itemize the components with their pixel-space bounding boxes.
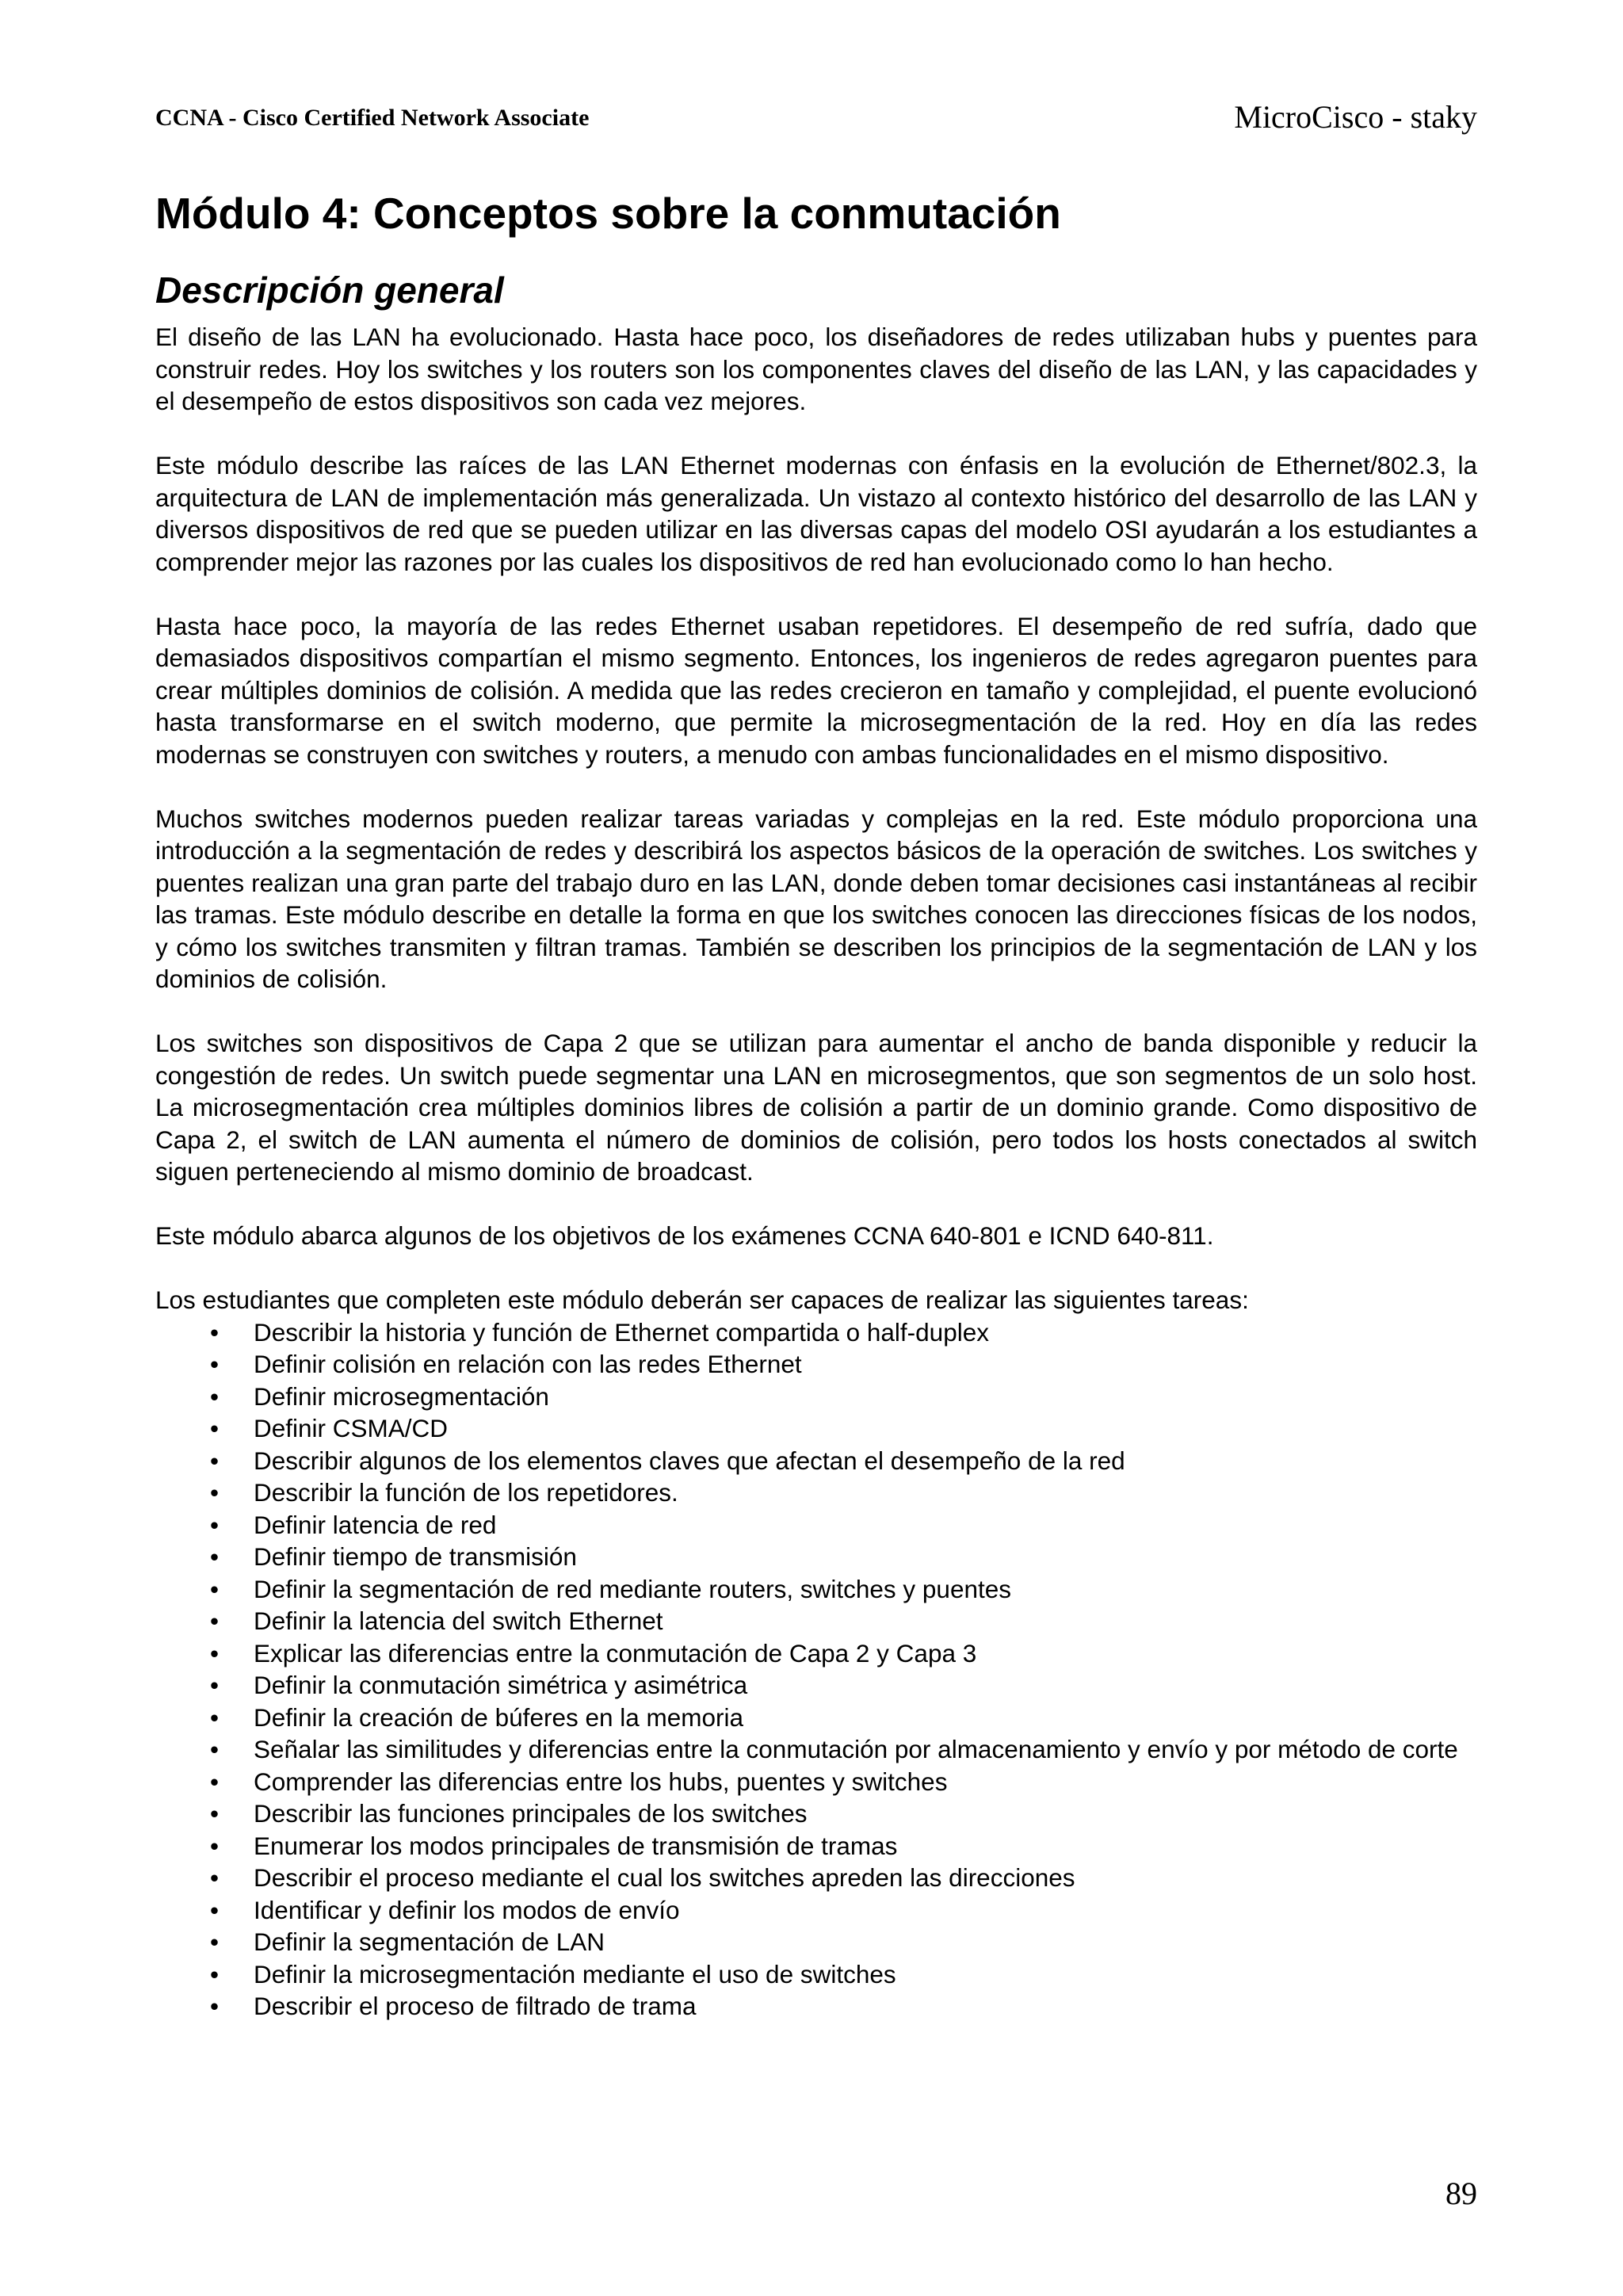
- list-item-text: Definir tiempo de transmisión: [254, 1542, 577, 1571]
- list-item: [155, 1990, 1477, 2023]
- bullet-icon: •: [210, 1381, 220, 1411]
- header-author: MicroCisco - staky: [1234, 99, 1477, 135]
- paragraph: Este módulo describe las raíces de las LAN Ethernet modernas con énfasis en la evolución de Ethernet/802.3, la arquitectura de LAN de implementación más generalizada. Un vistazo al contexto histórico del desarrollo de las LAN y diversos dispositivos de red que se pueden utilizar en las diversas capas del modelo OSI ayudarán a los estudiantes a comprender mejor las razones por las cuales los dispositivos de red han evolucionado como lo han hecho.: [155, 451, 1477, 576]
- body-text: [155, 321, 1477, 2023]
- bullet-icon: •: [210, 1959, 220, 1988]
- list-item-text: Definir microsegmentación: [254, 1381, 549, 1411]
- list-item: [155, 1669, 1477, 1702]
- bullet-icon: •: [210, 1574, 220, 1603]
- list-item-text: Definir la segmentación de red mediante routers, switches y puentes: [254, 1574, 1011, 1603]
- bullet-icon: •: [210, 1702, 220, 1732]
- list-item-text: Describir el proceso de filtrado de trama: [254, 1992, 697, 2020]
- bullet-icon: •: [210, 1510, 220, 1539]
- bullet-icon: •: [210, 1735, 220, 1763]
- list-item: [155, 1830, 1477, 1862]
- bullet-icon: •: [210, 1414, 220, 1442]
- list-item-text: Describir la función de los repetidores.: [254, 1478, 678, 1507]
- list-item-text: Enumerar los modos principales de transmisión de tramas: [254, 1831, 898, 1860]
- bullet-icon: •: [210, 1542, 220, 1571]
- list-item-text: Definir CSMA/CD: [254, 1414, 449, 1442]
- list-item: [155, 1797, 1477, 1830]
- paragraph: Muchos switches modernos pueden realizar tareas variadas y complejas en la red. Este módulo proporciona una introducción a la segmentación de redes y describirá los aspectos básicos de la operación de switches. Los switches y puentes realizan una gran parte del trabajo duro en las LAN, donde deben tomar decisiones casi instantáneas al recibir las tramas. Este módulo describe en detalle la forma en que los switches conocen las direcciones físicas de los nodos, y cómo los switches transmiten y filtran tramas. También se describen los principios de la segmentación de LAN y los dominios de colisión.: [155, 804, 1477, 993]
- bullet-icon: •: [210, 1317, 220, 1347]
- list-item-text: Identificar y definir los modos de envío: [254, 1895, 680, 1924]
- list-item: [155, 1348, 1477, 1381]
- list-item-text: Definir la microsegmentación mediante el uso de switches: [254, 1959, 896, 1988]
- bullet-icon: •: [210, 1478, 220, 1507]
- list-item-text: Definir latencia de red: [254, 1510, 497, 1539]
- list-item: [155, 1316, 1477, 1349]
- bullet-icon: •: [210, 1638, 220, 1668]
- list-item-text: Definir colisión en relación con las redes Ethernet: [254, 1350, 802, 1378]
- objectives-intro: Los estudiantes que completen este módulo deberán ser capaces de realizar las siguientes tareas:: [155, 1286, 1249, 1314]
- list-item-text: Explicar las diferencias entre la conmutación de Capa 2 y Capa 3: [254, 1638, 977, 1668]
- list-item-text: Describir algunos de los elementos claves que afectan el desempeño de la red: [254, 1446, 1125, 1475]
- list-item: [155, 1702, 1477, 1734]
- list-item: [155, 1926, 1477, 1958]
- list-item-text: Señalar las similitudes y diferencias entre la conmutación por almacenamiento y envío y por método de corte: [254, 1735, 1458, 1763]
- bullet-icon: •: [210, 1895, 220, 1924]
- module-title: Módulo 4: Conceptos sobre la conmutación: [155, 189, 1061, 238]
- list-item: [155, 1637, 1477, 1670]
- list-item: [155, 1958, 1477, 1991]
- list-item: [155, 1862, 1477, 1894]
- list-item-text: Describir la historia y función de Ethernet compartida o half-duplex: [254, 1317, 989, 1347]
- list-item: [155, 1733, 1477, 1766]
- list-item-text: Describir el proceso mediante el cual los switches apreden las direcciones: [254, 1863, 1075, 1892]
- list-item: [155, 1477, 1477, 1509]
- list-item: [155, 1541, 1477, 1573]
- paragraph: Hasta hace poco, la mayoría de las redes Ethernet usaban repetidores. El desempeño de red sufría, dado que demasiados dispositivos compartían el mismo segmento. Entonces, los ingenieros de redes agregaron puentes para crear múltiples dominios de colisión. A medida que las redes crecieron en tamaño y complejidad, el puente evolucionó hasta transformarse en el switch moderno, que permite la microsegmentación de la red. Hoy en día las redes modernas se construyen con switches y routers, a menudo con ambas funcionalidades en el mismo dispositivo.: [155, 611, 1477, 769]
- bullet-icon: •: [210, 1350, 220, 1378]
- objectives-list: [155, 1316, 1477, 2023]
- list-item: [155, 1412, 1477, 1445]
- running-header: [155, 98, 1477, 138]
- bullet-icon: •: [210, 1799, 220, 1828]
- list-item-text: Definir la conmutación simétrica y asimétrica: [254, 1671, 748, 1699]
- list-item: [155, 1573, 1477, 1606]
- list-item-text: Definir la latencia del switch Ethernet: [254, 1606, 663, 1635]
- list-item: [155, 1509, 1477, 1541]
- list-item: [155, 1445, 1477, 1477]
- list-item: [155, 1381, 1477, 1413]
- page-number: 89: [1445, 2176, 1477, 2211]
- bullet-icon: •: [210, 1671, 220, 1699]
- bullet-icon: •: [210, 1831, 220, 1860]
- bullet-icon: •: [210, 1606, 220, 1635]
- document-page: [155, 0, 1477, 2296]
- bullet-icon: •: [210, 1767, 220, 1796]
- list-item-text: Comprender las diferencias entre los hubs, puentes y switches: [254, 1767, 948, 1796]
- list-item-text: Definir la segmentación de LAN: [254, 1927, 605, 1956]
- bullet-icon: •: [210, 1446, 220, 1475]
- header-course-title: CCNA - Cisco Certified Network Associate: [155, 105, 590, 131]
- bullet-icon: •: [210, 1927, 220, 1956]
- list-item-text: Describir las funciones principales de los switches: [254, 1799, 808, 1828]
- paragraph: Este módulo abarca algunos de los objetivos de los exámenes CCNA 640-801 e ICND 640-811.: [155, 1221, 1214, 1250]
- paragraph: El diseño de las LAN ha evolucionado. Hasta hace poco, los diseñadores de redes utilizaban hubs y puentes para construir redes. Hoy los switches y los routers son los componentes claves del diseño de las LAN, y las capacidades y el desempeño de estos dispositivos son cada vez mejores.: [155, 323, 1477, 415]
- section-title: Descripción general: [155, 269, 504, 311]
- list-item-text: Definir la creación de búferes en la memoria: [254, 1702, 744, 1732]
- bullet-icon: •: [210, 1992, 220, 2020]
- list-item: [155, 1605, 1477, 1637]
- list-item: [155, 1766, 1477, 1798]
- list-item: [155, 1894, 1477, 1927]
- bullet-icon: •: [210, 1863, 220, 1892]
- paragraph: Los switches son dispositivos de Capa 2 que se utilizan para aumentar el ancho de banda disponible y reducir la congestión de redes. Un switch puede segmentar una LAN en microsegmentos, que son segmentos de un solo host. La microsegmentación crea múltiples dominios libres de colisión a partir de un dominio grande. Como dispositivo de Capa 2, el switch de LAN aumenta el número de dominios de colisión, pero todos los hosts conectados al switch siguen perteneciendo al mismo dominio de broadcast.: [155, 1029, 1477, 1186]
